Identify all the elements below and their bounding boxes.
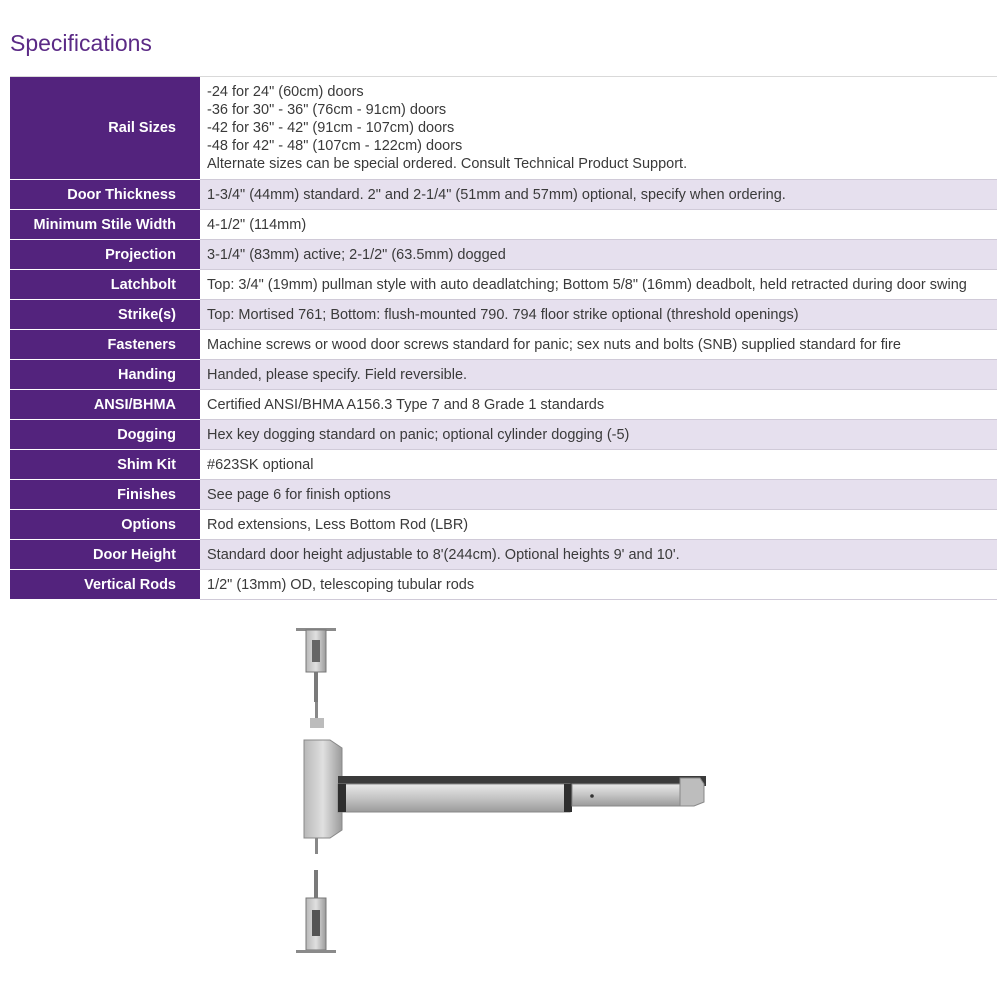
spec-row	[10, 360, 997, 390]
spec-value-line: Standard door height adjustable to 8'(244cm). Optional heights 9' and 10'.	[207, 546, 680, 563]
spec-value	[200, 330, 997, 360]
spec-label: Strike(s)	[10, 300, 200, 330]
spec-value-line: Top: Mortised 761; Bottom: flush-mounted 790. 794 floor strike optional (threshold openings)	[207, 306, 799, 323]
spec-value	[200, 240, 997, 270]
spec-value	[200, 540, 997, 570]
spec-value	[200, 180, 997, 210]
spec-value	[200, 420, 997, 450]
spec-value-line: 1-3/4" (44mm) standard. 2" and 2-1/4" (51mm and 57mm) optional, specify when ordering.	[207, 186, 786, 203]
spec-label: Projection	[10, 240, 200, 270]
spec-value-line: Certified ANSI/BHMA A156.3 Type 7 and 8 Grade 1 standards	[207, 396, 605, 413]
spec-value-line: Alternate sizes can be special ordered. Consult Technical Product Support.	[207, 156, 688, 172]
spec-value	[200, 450, 997, 480]
spec-value	[200, 270, 997, 300]
spec-label: Fasteners	[10, 330, 200, 360]
spec-label: Finishes	[10, 480, 200, 510]
spec-value	[200, 570, 997, 600]
spec-value-line: -24 for 24" (60cm) doors	[207, 84, 364, 100]
spec-row	[10, 270, 997, 300]
spec-label: Latchbolt	[10, 270, 200, 300]
spec-value-line: -42 for 36" - 42" (91cm - 107cm) doors	[207, 120, 455, 136]
rail-head	[304, 718, 342, 838]
spec-row	[10, 510, 997, 540]
spec-value-line: Handed, please specify. Field reversible.	[207, 366, 468, 383]
spec-row	[10, 390, 997, 420]
spec-value	[200, 510, 997, 540]
bottom-latch	[296, 870, 336, 953]
specifications-table	[10, 76, 997, 600]
spec-row	[10, 240, 997, 270]
spec-label: Minimum Stile Width	[10, 210, 200, 240]
spec-label: Handing	[10, 360, 200, 390]
spec-value-line: Machine screws or wood door screws standard for panic; sex nuts and bolts (SNB) supplied standard for fire	[207, 336, 901, 353]
spec-label: Options	[10, 510, 200, 540]
spec-value	[200, 360, 997, 390]
spec-label: Rail Sizes	[10, 77, 200, 180]
exit-device-image	[280, 620, 720, 970]
spec-value	[200, 77, 997, 180]
top-latch	[296, 628, 336, 702]
spec-value	[200, 480, 997, 510]
spec-value	[200, 300, 997, 330]
spec-row	[10, 480, 997, 510]
spec-value	[200, 390, 997, 420]
spec-value-line: #623SK optional	[207, 456, 314, 473]
page-title: Specifications	[10, 30, 152, 56]
push-bar	[338, 776, 706, 812]
spec-label: ANSI/BHMA	[10, 390, 200, 420]
spec-value-line: 1/2" (13mm) OD, telescoping tubular rods	[207, 576, 475, 593]
spec-row	[10, 77, 997, 180]
spec-value-line: 4-1/2" (114mm)	[207, 216, 307, 233]
spec-value-line: Hex key dogging standard on panic; optional cylinder dogging (-5)	[207, 426, 630, 443]
spec-row	[10, 300, 997, 330]
spec-value-line: Rod extensions, Less Bottom Rod (LBR)	[207, 516, 469, 533]
spec-label: Vertical Rods	[10, 570, 200, 600]
spec-row	[10, 420, 997, 450]
spec-row	[10, 330, 997, 360]
spec-value	[200, 210, 997, 240]
spec-row	[10, 540, 997, 570]
spec-label: Door Height	[10, 540, 200, 570]
spec-row	[10, 570, 997, 600]
spec-label: Dogging	[10, 420, 200, 450]
spec-value-line: -36 for 30" - 36" (76cm - 91cm) doors	[207, 102, 447, 118]
spec-value-line: 3-1/4" (83mm) active; 2-1/2" (63.5mm) dogged	[207, 246, 506, 263]
spec-row	[10, 450, 997, 480]
spec-value-line: Top: 3/4" (19mm) pullman style with auto deadlatching; Bottom 5/8" (16mm) deadbolt, held retracted during door swing	[207, 276, 967, 293]
spec-row	[10, 180, 997, 210]
spec-value-line: See page 6 for finish options	[207, 486, 391, 503]
spec-label: Door Thickness	[10, 180, 200, 210]
spec-label: Shim Kit	[10, 450, 200, 480]
spec-row	[10, 210, 997, 240]
spec-value-line: -48 for 42" - 48" (107cm - 122cm) doors	[207, 138, 463, 154]
